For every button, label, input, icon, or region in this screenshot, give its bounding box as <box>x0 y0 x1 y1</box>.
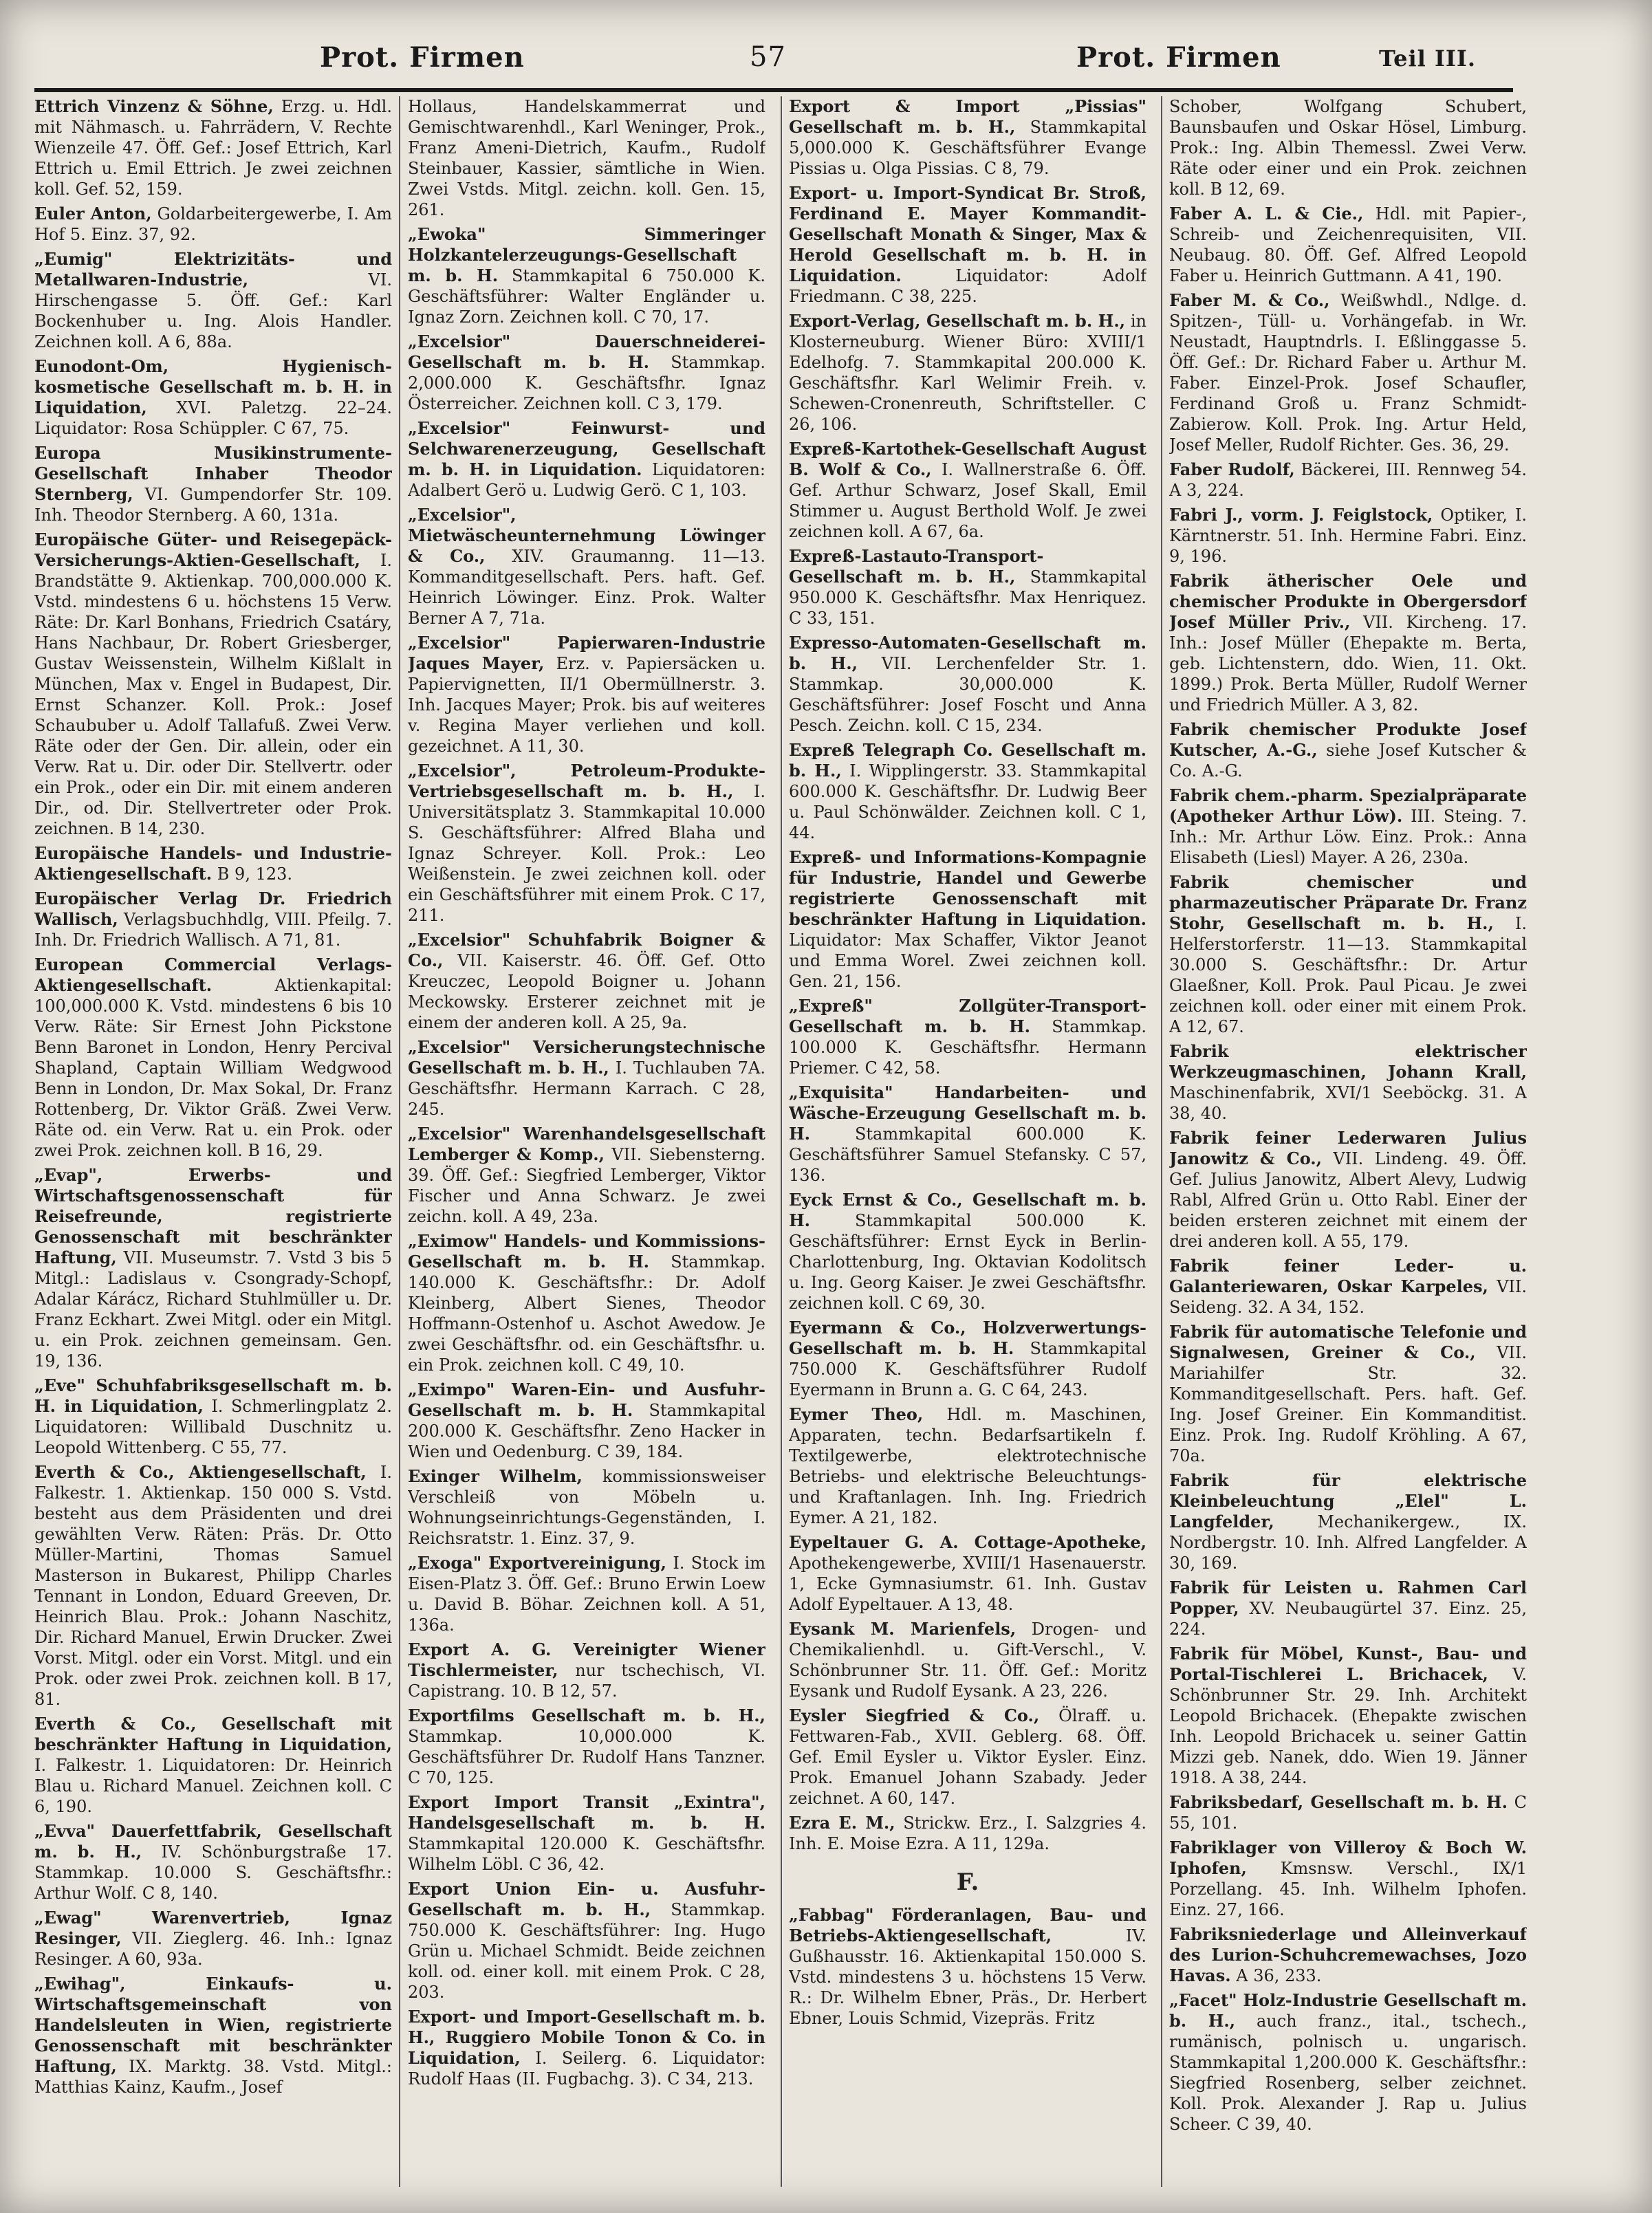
directory-entry <box>1169 1256 1527 1318</box>
directory-entry <box>789 1404 1146 1528</box>
directory-entry <box>1169 1924 1527 1986</box>
firm-name: Fabriksbedarf, Gesellschaft m. b. H. <box>1169 1792 1508 1812</box>
firm-name: „Excelsior" Schuhfabrik Boigner & Co., <box>408 930 765 970</box>
directory-entry <box>1169 872 1527 1037</box>
firm-details: Kmsnsw. Verschl., IX/1 Porzellang. 45. Inh. Wilhelm Iphofen. Einz. 27, 166. <box>1169 1859 1527 1919</box>
firm-details: Stammkapital 200.000 K. Geschäftsfhr. Zeno Hacker in Wien und Oedenburg. C 39, 184. <box>408 1401 765 1461</box>
directory-entry <box>789 996 1146 1078</box>
directory-entry <box>408 505 765 629</box>
directory-entry <box>1169 571 1527 715</box>
directory-entry <box>1169 459 1527 501</box>
firm-name: Eysank M. Marienfels, <box>789 1619 1017 1639</box>
directory-entry <box>789 1082 1146 1186</box>
firm-details: I. Wallnerstraße 6. Öff. Gef. Arthur Schwarz, Josef Skall, Emil Stimmer u. August Berthold Wolf. Je zwei zeichnen koll. A 67, 6a. <box>789 460 1146 541</box>
firm-details: Mechanikergew., IX. Nordbergstr. 10. Inh. Alfred Langfelder. A 30, 169. <box>1169 1512 1527 1573</box>
directory-entry <box>408 1879 765 2003</box>
firm-name: Eyck Ernst & Co., Gesellschaft m. b. H. <box>789 1190 1146 1230</box>
firm-name: Eysler Siegfried & Co., <box>789 1705 1040 1725</box>
directory-entry <box>408 1466 765 1549</box>
directory-entry <box>1169 1838 1527 1920</box>
firm-name: „Exquisita" Handarbeiten- und Wäsche-Erzeugung Gesellschaft m. b. H. <box>789 1082 1146 1144</box>
firm-details: I. Universitätsplatz 3. Stammkapital 10.000 S. Geschäftsführer: Alfred Blaha und Ignaz Schreyer. Koll. Prok.: Leo Weißenstein. Je zwei zeichnen koll. oder ein Geschäftsführer mit einem Prok. C 17, 211. <box>408 782 765 925</box>
directory-entry <box>789 183 1146 307</box>
directory-entry <box>34 1974 392 2097</box>
firm-details: VII. Siebensterng. 39. Öff. Gef.: Siegfried Lemberger, Viktor Fischer und Anna Schwarz. Je zwei zeichn. koll. A 49, 23a. <box>408 1145 765 1226</box>
firm-name: „Ewag" Warenvertrieb, Ignaz Resinger, <box>34 1908 392 1948</box>
firm-details: A 36, 233. <box>1236 1966 1322 1985</box>
directory-entry <box>1169 1990 1527 2135</box>
directory-entry <box>34 96 392 199</box>
directory-entry <box>789 1705 1146 1809</box>
firm-details: VI. Hirschengasse 5. Öff. Gef.: Karl Bockenhuber u. Ing. Alois Handler. Zeichnen koll. A 6, 88a. <box>34 270 392 351</box>
firm-details: Liquidator: Adolf Friedmann. C 38, 225. <box>789 266 1146 306</box>
firm-name: „Fabbag" Förderanlagen, Bau- und Betriebs-Aktiengesellschaft, <box>789 1905 1146 1945</box>
firm-name: Europäische Handels- und Industrie-Aktiengesellschaft. <box>34 843 392 884</box>
firm-name: Fabrik ätherischer Oele und chemischer Produkte in Obergersdorf Josef Müller Priv., <box>1169 571 1527 632</box>
firm-details: Strickw. Erz., I. Salzgries 4. Inh. E. Moise Ezra. A 11, 129a. <box>789 1813 1146 1853</box>
directory-entry <box>1169 505 1527 567</box>
firm-details: Hdl. m. Maschinen, Apparaten, techn. Bedarfsartikeln f. Textilgewerbe, elektrotechnische Betriebs- und elektrische Beleuchtungs- und Kraftanlagen. Inh. Ing. Friedrich Eymer. A 21, 182. <box>789 1405 1146 1527</box>
header-rule <box>34 88 1513 92</box>
firm-name: Faber A. L. & Cie., <box>1169 204 1364 224</box>
directory-entry <box>1169 204 1527 286</box>
firm-details: I. Tuchlauben 7A. Geschäftsfhr. Hermann Karrach. C 28, 245. <box>408 1058 765 1119</box>
firm-name: Export A. G. Vereinigter Wiener Tischlermeister, <box>408 1639 765 1680</box>
firm-details: B 9, 123. <box>217 864 293 884</box>
firm-details: VII. Museumstr. 7. Vstd 3 bis 5 Mitgl.: Ladislaus v. Csongrady-Schopf, Adalar Kárácz, Richard Stuhlmüller u. Dr. Franz Eckhart. Zwei Mitgl. oder ein Mitgl. u. ein Prok. zeichnen gemeinsam. Gen. 19, 136. <box>34 1248 392 1371</box>
directory-entry <box>408 331 765 414</box>
firm-details: V. Schönbrunner Str. 29. Inh. Architekt Leopold Brichacek. (Ehepakte zwischen Inh. Leopold Brichacek u. seiner Gattin Mizzi geb. Nanek, ddo. Wien 19. Jänner 1918. A 38, 244. <box>1169 1665 1527 1787</box>
firm-name: Everth & Co., Aktiengesellschaft, <box>34 1462 367 1482</box>
firm-details: Ölraff. u. Fettwaren-Fab., XVII. Geblerg. 68. Öff. Gef. Emil Eysler u. Viktor Eysler. Einz. Prok. Emanuel Johann Szabady. Jeder zeichnet. A 60, 147. <box>789 1706 1146 1808</box>
directory-entry <box>34 356 392 439</box>
directory-entry <box>789 1813 1146 1854</box>
directory-entry <box>789 633 1146 736</box>
firm-details: Stammkapital 950.000 K. Geschäftsfhr. Max Henriquez. C 33, 151. <box>789 567 1146 628</box>
firm-name: Faber Rudolf, <box>1169 459 1295 479</box>
directory-entry <box>408 1553 765 1635</box>
running-title-right: Prot. Firmen <box>1076 41 1281 74</box>
directory-entry <box>408 1380 765 1462</box>
firm-name: Fabri J., vorm. J. Feiglstock, <box>1169 505 1433 525</box>
firm-details: III. Steing. 7. Inh.: Mr. Arthur Löw. Einz. Prok.: Anna Elisabeth (Liesl) Mayer. A 26, 230a. <box>1169 807 1527 867</box>
directory-entry <box>34 843 392 884</box>
firm-details: I. Schmerlingplatz 2. Liquidatoren: Willibald Duschnitz u. Leopold Wittenberg. C 55, 77. <box>34 1397 392 1457</box>
firm-details: VII. Seideng. 32. A 34, 152. <box>1169 1277 1527 1317</box>
firm-details: Stammkapital 500.000 K. Geschäftsführer: Ernst Eyck in Berlin-Charlottenburg, Ing. Oktavian Kodolitsch u. Ing. Georg Kaiser. Je zwei Geschäftsfhr. zeichnen koll. C 69, 30. <box>789 1211 1146 1313</box>
column-4 <box>1169 96 1527 2187</box>
directory-entry <box>408 1792 765 1875</box>
firm-details: nur tschechisch, VI. Capistrang. 10. B 12, 57. <box>408 1661 765 1701</box>
page-number: 57 <box>750 41 786 73</box>
directory-entry <box>1169 1041 1527 1124</box>
firm-details: Verlagsbuchhdlg, VIII. Pfeilg. 7. Inh. Dr. Friedrich Wallisch. A 71, 81. <box>34 910 392 950</box>
firm-details: Apothekengewerbe, XVIII/1 Hasenauerstr. 1, Ecke Gymnasiumstr. 61. Inh. Gustav Adolf Eypeltauer. A 13, 48. <box>789 1554 1146 1614</box>
firm-details: C 55, 101. <box>1169 1793 1527 1833</box>
firm-name: Faber M. & Co., <box>1169 290 1330 310</box>
firm-details: VII. Kircheng. 17. Inh.: Josef Müller (Ehepakte m. Berta, geb. Lichtenstern, ddo. Wien, 11. Okt. 1899.) Prok. Berta Müller, Rudolf Werner und Friedrich Müller. A 3, 82. <box>1169 613 1527 715</box>
directory-entry <box>34 204 392 245</box>
directory-entry <box>408 1705 765 1788</box>
directory-entry <box>1169 1644 1527 1788</box>
firm-name: Export- und Import-Gesellschaft m. b. H., Ruggiero Mobile Tonon & Co. in Liquidation, <box>408 2007 765 2068</box>
column-divider <box>1161 96 1162 2187</box>
firm-details: siehe Josef Kutscher & Co. A.-G. <box>1169 741 1527 781</box>
firm-name: Expreß-Lastauto-Transport-Gesellschaft m. b. H., <box>789 546 1044 587</box>
firm-name: „Facet" Holz-Industrie Gesellschaft m. b. H., <box>1169 1990 1527 2031</box>
directory-entry <box>1169 1792 1527 1833</box>
firm-name: Fabrik für automatische Telefonie und Signalwesen, Greiner & Co., <box>1169 1322 1527 1362</box>
firm-details: Drogen- und Chemikalienhdl. u. Gift-Verschl., V. Schönbrunner Str. 11. Öff. Gef.: Moritz Eysank und Rudolf Eysank. A 23, 226. <box>789 1620 1146 1701</box>
firm-details: Stammkapital 6 750.000 K. Geschäftsführer: Walter Engländer u. Ignaz Zorn. Zeichnen koll. C 70, 17. <box>408 266 765 327</box>
firm-details: I. Falkestr. 1. Aktienkap. 150 000 S. Vstd. besteht aus dem Präsidenten und drei gewählten Verw. Räten: Präs. Dr. Otto Müller-Martini, Thomas Samuel Masterson in Bukarest, Philipp Charles Tennant in London, Eduard Greeven, Dr. Heinrich Blau. Prok.: Johann Naschitz, Dir. Richard Manuel, Erwin Drucker. Zwei Vorst. Mitgl. oder ein Vorst. Mitgl. und ein Prok. oder zwei Prok. zeichnen koll. B 17, 81. <box>34 1463 392 1709</box>
directory-entry <box>1169 785 1527 868</box>
directory-entry <box>789 1532 1146 1615</box>
firm-name: Fabrik chemischer und pharmazeutischer Präparate Dr. Franz Stohr, Gesellschaft m. b. H., <box>1169 872 1527 933</box>
firm-details: Weißwhdl., Ndlge. d. Spitzen-, Tüll- u. Vorhängefab. in Wr. Neustadt, Hauptndrls. I. Eßlinggasse 5. Öff. Gef.: Dr. Richard Faber u. Arthur M. Faber. Einzel-Prok. Josef Schaufler, Ferdinand Groß u. Franz Schmidt-Zabierow. Koll. Prok. Ing. Artur Held, Josef Meller, Rudolf Richter. Ges. 36, 29. <box>1169 291 1527 455</box>
firm-details: Stammkapital 120.000 K. Geschäftsfhr. Wilhelm Löbl. C 36, 42. <box>408 1834 765 1874</box>
directory-entry <box>789 1190 1146 1313</box>
directory-entry <box>789 1619 1146 1701</box>
firm-name: Everth & Co., Gesellschaft mit beschränkter Haftung in Liquidation, <box>34 1714 392 1754</box>
directory-entry <box>34 249 392 352</box>
firm-name: Eyermann & Co., Holzverwertungs-Gesellschaft m. b. H. <box>789 1318 1146 1358</box>
firm-name: „Excelsior" Papierwaren-Industrie Jaques Mayer, <box>408 633 765 673</box>
firm-details: VII. Lerchenfelder Str. 1. Stammkap. 30,000.000 K. Geschäftsführer: Josef Foscht und Anna Pesch. Zeichn. koll. C 15, 234. <box>789 654 1146 735</box>
directory-entry <box>1169 290 1527 455</box>
directory-entry <box>408 1639 765 1701</box>
directory-entry <box>1169 96 1527 199</box>
directory-entry <box>789 1318 1146 1400</box>
firm-name: „Expreß" Zollgüter-Transport-Gesellschaft m. b. H. <box>789 996 1146 1036</box>
firm-name: Export Import Transit „Exintra", Handelsgesellschaft m. b. H. <box>408 1792 765 1833</box>
firm-name: „Excelsior" Warenhandelsgesellschaft Lemberger & Komp., <box>408 1124 765 1164</box>
firm-details: Stammkapital 750.000 K. Geschäftsführer Rudolf Eyermann in Brunn a. G. C 64, 243. <box>789 1339 1146 1399</box>
directory-entry <box>408 224 765 327</box>
firm-name: Eunodont-Om, Hygienisch-kosmetische Gesellschaft m. b. H. in Liquidation, <box>34 356 392 417</box>
firm-name: Europa Musikinstrumente-Gesellschaft Inhaber Theodor Sternberg, <box>34 443 392 504</box>
firm-name: „Excelsior" Dauerschneiderei-Gesellschaft m. b. H. <box>408 331 765 372</box>
firm-details: XIV. Graumanng. 11—13. Kommanditgesellschaft. Pers. haft. Gef. Heinrich Löwinger. Einz. Prok. Walter Berner A 7, 71a. <box>408 547 765 628</box>
firm-name: „Excelsior" Versicherungstechnische Gesellschaft m. b. H., <box>408 1037 765 1078</box>
firm-details: I. Seilerg. 6. Liquidator: Rudolf Haas (II. Fugbachg. 3). C 34, 213. <box>408 2049 765 2089</box>
directory-entry <box>408 1037 765 1120</box>
directory-entry <box>1169 1128 1527 1252</box>
firm-details: I. Stock im Eisen-Platz 3. Öff. Gef.: Bruno Erwin Loew u. David B. Böhar. Zeichnen koll. A 51, 136a. <box>408 1554 765 1635</box>
directory-entry <box>789 439 1146 542</box>
directory-entry <box>789 740 1146 843</box>
directory-entry <box>408 1231 765 1375</box>
directory-entry <box>408 2007 765 2089</box>
firm-name: „Exoga" Exportvereinigung, <box>408 1553 667 1573</box>
firm-details: Bäckerei, III. Rennweg 54. A 3, 224. <box>1169 460 1527 500</box>
firm-details: IV. Gußhausstr. 16. Aktienkapital 150.000 S. Vstd. mindestens 3 u. höchstens 15 Verw. R.: Dr. Wilhelm Ebner, Präs., Dr. Herbert Ebner, Louis Schmid, Vizepräs. Fritz <box>789 1926 1146 2028</box>
directory-entry <box>1169 719 1527 781</box>
firm-name: Export & Import „Pissias" Gesellschaft m. b. H., <box>789 96 1146 137</box>
firm-details: Hdl. mit Papier-, Schreib- und Zeichenrequisiten, VII. Neubaug. 80. Öff. Gef. Alfred Leopold Faber u. Heinrich Guttmann. A 41, 190. <box>1169 204 1527 285</box>
firm-name: Export- u. Import-Syndicat Br. Stroß, Ferdinand E. Mayer Kommandit-Gesellschaft Monath & Singer, Max & Herold Gesellschaft m. b. H. in Liquidation. <box>789 183 1146 285</box>
firm-name: Europäischer Verlag Dr. Friedrich Wallisch, <box>34 889 392 929</box>
firm-name: Fabrik elektrischer Werkzeugmaschinen, Johann Krall, <box>1169 1041 1527 1082</box>
column-divider <box>781 96 782 2187</box>
directory-entry <box>34 889 392 950</box>
firm-name: European Commercial Verlags-Aktiengesellschaft. <box>34 955 392 995</box>
firm-name: Expreß-Kartothek-Gesellschaft August B. Wolf & Co., <box>789 439 1146 479</box>
firm-name: Expreß- und Informations-Kompagnie für Industrie, Handel und Gewerbe registrierte Genossenschaft mit beschränkter Haftung in Liquidation. <box>789 847 1146 929</box>
firm-details: Erzg. u. Hdl. mit Nähmasch. u. Fahrrädern, V. Rechte Wienzeile 47. Öff. Gef.: Josef Ettrich, Karl Ettrich u. Emil Ettrich. Je zwei zeichnen koll. Gef. 52, 159. <box>34 97 392 199</box>
firm-name: Expresso-Automaten-Gesellschaft m. b. H., <box>789 633 1146 673</box>
firm-details: Maschinenfabrik, XVI/1 Seeböckg. 31. A 38, 40. <box>1169 1083 1527 1123</box>
firm-details: XVI. Paletzg. 22–24. Liquidator: Rosa Schüppler. C 67, 75. <box>34 398 392 438</box>
firm-details: Erz. v. Papiersäcken u. Papiervignetten, II/1 Obermüllnerstr. 3. Inh. Jacques Mayer; Prok. bis auf weiteres v. Regina Mayer verliehen und koll. gezeichnet. A 11, 30. <box>408 654 765 756</box>
firm-name: Euler Anton, <box>34 204 152 224</box>
firm-details: IV. Schönburgstraße 17. Stammkap. 10.000 S. Geschäftsfhr.: Arthur Wolf. C 8, 140. <box>34 1842 392 1903</box>
firm-name: „Evva" Dauerfettfabrik, Gesellschaft m. b. H., <box>34 1821 392 1862</box>
firm-name: Fabrik für Leisten u. Rahmen Carl Popper, <box>1169 1578 1527 1618</box>
firm-name: „Excelsior", Mietwäscheunternehmung Löwinger & Co., <box>408 505 765 566</box>
firm-name: Ezra E. M., <box>789 1813 895 1833</box>
page-header <box>34 41 1513 83</box>
directory-entry <box>1169 1578 1527 1639</box>
firm-details: Stammkapital 600.000 K. Geschäftsführer Samuel Stefansky. C 57, 136. <box>789 1124 1146 1185</box>
directory-entry <box>408 418 765 501</box>
firm-name: Fabrik feiner Lederwaren Julius Janowitz & Co., <box>1169 1128 1527 1168</box>
firm-details: VII. Kaiserstr. 46. Öff. Gef. Otto Kreuczec, Leopold Boigner u. Johann Meckowsky. Ersterer zeichnet mit je einem der anderen koll. A 25, 9a. <box>408 951 765 1032</box>
firm-name: Export Union Ein- u. Ausfuhr-Gesellschaft m. b. H., <box>408 1879 765 1919</box>
directory-entry <box>789 96 1146 179</box>
column-2 <box>408 96 765 2187</box>
directory-entry <box>789 311 1146 435</box>
directory-entry <box>1169 1322 1527 1466</box>
firm-details: I. Wipplingerstr. 33. Stammkapital 600.000 K. Geschäftsfhr. Dr. Ludwig Beer u. Paul Schönwälder. Zeichnen koll. C 1, 44. <box>789 761 1146 842</box>
directory-entry <box>408 633 765 756</box>
firm-details: VII. Mariahilfer Str. 32. Kommanditgesellschaft. Pers. haft. Gef. Ing. Josef Greiner. Ein Kommanditist. Einz. Prok. Ing. Rudolf Kröhling. A 67, 70a. <box>1169 1343 1527 1465</box>
text-columns <box>34 96 1527 2194</box>
firm-name: Fabriksniederlage und Alleinverkauf des Lurion-Schuhcremewachses, Jozo Havas. <box>1169 1924 1527 1985</box>
firm-details: XV. Neubaugürtel 37. Einz. 25, 224. <box>1169 1599 1527 1639</box>
firm-name: Ettrich Vinzenz & Söhne, <box>34 96 274 116</box>
firm-details: Stammkap. 140.000 K. Geschäftsfhr.: Dr. Adolf Kleinberg, Albert Sienes, Theodor Hoffmann-Ostenhof u. Aschot Awedow. Je zwei Geschäftsfhr. od. ein Geschäftsfhr. u. ein Prok. zeichnen koll. C 49, 10. <box>408 1252 765 1375</box>
directory-entry <box>408 96 765 220</box>
firm-details: VII. Lindeng. 49. Öff. Gef. Julius Janowitz, Albert Alevy, Ludwig Rabl, Alfred Grün u. Otto Rabl. Einer der beiden ersteren zeichnet mit einem der drei anderen koll. A 55, 179. <box>1169 1149 1527 1251</box>
section-letter: F. <box>956 1868 979 1896</box>
firm-name: Export-Verlag, Gesellschaft m. b. H., <box>789 311 1126 331</box>
firm-details: Optiker, I. Kärntnerstr. 51. Inh. Hermine Fabri. Einz. 9, 196. <box>1169 505 1527 566</box>
directory-entry <box>1169 1470 1527 1573</box>
firm-name: Fabrik für elektrische Kleinbeleuchtung „Elel" L. Langfelder, <box>1169 1470 1527 1531</box>
column-3 <box>789 96 1146 2187</box>
directory-entry <box>34 1908 392 1970</box>
firm-details: Hollaus, Handelskammerrat und Gemischtwarenhdl., Karl Weninger, Prok., Franz Ameni-Dietrich, Kaufm., Rudolf Steinbauer, Kassier, sämtliche in Wien. Zwei Vstds. Mitgl. zeichn. koll. Gen. 15, 261. <box>408 97 765 219</box>
firm-details: I. Helferstorferstr. 11—13. Stammkapital 30.000 S. Geschäftsfhr.: Dr. Artur Glaeßner, Koll. Prok. Paul Picau. Je zwei zeichnen koll. oder einer mit einem Prok. A 12, 67. <box>1169 914 1527 1036</box>
directory-entry <box>34 1714 392 1817</box>
firm-details: Stammkap. 100.000 K. Geschäftsfhr. Hermann Priemer. C 42, 58. <box>789 1017 1146 1078</box>
directory-entry <box>789 847 1146 992</box>
firm-details: auch franz., ital., tschech., rumänisch, polnisch u. ungarisch. Stammkapital 1,200.000 K. Geschäftsfhr.: Siegfried Rosenberg, selber zeichnet. Koll. Prok. Alexander J. Rap u. Julius Scheer. C 39, 40. <box>1169 2012 1527 2134</box>
firm-name: „Excelsior", Petroleum-Produkte-Vertriebsgesellschaft m. b. H., <box>408 761 765 801</box>
firm-name: „Eve" Schuhfabriksgesellschaft m. b. H. in Liquidation, <box>34 1375 392 1416</box>
firm-details: Stammkap. 2,000.000 K. Geschäftsfhr. Ignaz Österreicher. Zeichnen koll. C 3, 179. <box>408 353 765 413</box>
directory-entry <box>789 546 1146 629</box>
firm-name: Eypeltauer G. A. Cottage-Apotheke, <box>789 1532 1146 1552</box>
directory-entry <box>408 930 765 1033</box>
firm-name: „Eximow" Handels- und Kommissions-Gesellschaft m. b. H. <box>408 1231 765 1272</box>
firm-name: „Evap", Erwerbs- und Wirtschaftsgenossenschaft für Reisefreunde, registrierte Genossenschaft mit beschränkter Haftung, <box>34 1165 392 1267</box>
firm-name: „Eximpo" Waren-Ein- und Ausfuhr-Gesellschaft m. b. H. <box>408 1380 765 1420</box>
directory-entry <box>34 1462 392 1710</box>
firm-name: Fabrik chemischer Produkte Josef Kutscher, A.-G., <box>1169 719 1527 760</box>
firm-details: Liquidatoren: Adalbert Gerö u. Ludwig Gerö. C 1, 103. <box>408 460 765 500</box>
firm-name: Expreß Telegraph Co. Gesellschaft m. b. H., <box>789 740 1146 781</box>
firm-name: „Excelsior" Feinwurst- und Selchwarenerzeugung, Gesellschaft m. b. H. in Liquidation. <box>408 418 765 479</box>
firm-name: Fabrik feiner Leder- u. Galanteriewaren, Oskar Karpeles, <box>1169 1256 1527 1296</box>
firm-name: Europäische Güter- und Reisegepäck-Versicherungs-Aktien-Gesellschaft, <box>34 530 392 570</box>
column-divider <box>399 96 400 2187</box>
directory-entry <box>408 761 765 926</box>
firm-details: in Klosterneuburg. Wiener Büro: XVIII/1 Edelhofg. 7. Stammkapital 200.000 K. Geschäftsfhr. Karl Welimir Freih. v. Schewen-Cronenreuth, Schriftsteller. C 26, 106. <box>789 312 1146 434</box>
firm-details: Liquidator: Max Schaffer, Viktor Jeanot und Emma Worel. Zwei zeichnen koll. Gen. 21, 156. <box>789 930 1146 991</box>
directory-entry <box>34 530 392 839</box>
firm-details: VI. Gumpendorfer Str. 109. Inh. Theodor Sternberg. A 60, 131a. <box>34 485 392 525</box>
firm-details: Aktienkapital: 100,000.000 K. Vstd. mindestens 6 bis 10 Verw. Räte: Sir Ernest John Pickstone Benn Baronet in London, Henry Percival Shapland, Captain William Wedgwood Benn in London, Dr. Max Sokal, Dr. Franz Rottenberg, Dr. Viktor Gräß. Zwei Verw. Räte od. ein Verw. Rat u. ein Prok. oder zwei Prok. zeichnen koll. B 16, 29. <box>34 976 392 1160</box>
directory-entry <box>789 1905 1146 2029</box>
firm-details: VII. Zieglerg. 46. Inh.: Ignaz Resinger. A 60, 93a. <box>34 1929 392 1969</box>
firm-name: „Ewoka" Simmeringer Holzkantelerzeugungs-Gesellschaft m. b. H. <box>408 224 765 285</box>
firm-name: „Eumig" Elektrizitäts- und Metallwaren-Industrie, <box>34 249 392 290</box>
firm-details: Goldarbeitergewerbe, I. Am Hof 5. Einz. 37, 92. <box>34 204 392 244</box>
firm-details: IX. Marktg. 38. Vstd. Mitgl.: Matthias Kainz, Kaufm., Josef <box>34 2057 392 2097</box>
firm-name: Fabrik chem.-pharm. Spezialpräparate (Apotheker Arthur Löw). <box>1169 785 1527 826</box>
firm-name: „Ewihag", Einkaufs- u. Wirtschaftsgemeinschaft von Handelsleuten in Wien, registrierte Genossenschaft mit beschränkter Haftung, <box>34 1974 392 2076</box>
firm-name: Fabrik für Möbel, Kunst-, Bau- und Portal-Tischlerei L. Brichacek, <box>1169 1644 1527 1684</box>
firm-details: Schober, Wolfgang Schubert, Baunsbaufen und Oskar Hösel, Limburg. Prok.: Ing. Albin Themessl. Zwei Verw. Räte oder einer und ein Prok. zeichnen koll. B 12, 69. <box>1169 97 1527 199</box>
firm-details: I. Falkestr. 1. Liquidatoren: Dr. Heinrich Blau u. Richard Manuel. Zeichnen koll. C 6, 190. <box>34 1756 392 1816</box>
column-1 <box>34 96 392 2187</box>
firm-details: Stammkap. 750.000 K. Geschäftsführer: Ing. Hugo Grün u. Michael Schmidt. Beide zeichnen koll. od. einer koll. mit einem Prok. C 28, 203. <box>408 1900 765 2002</box>
directory-entry <box>34 1165 392 1371</box>
part-label: Teil III. <box>1379 45 1476 72</box>
firm-name: Exinger Wilhelm, <box>408 1466 583 1486</box>
firm-details: Stammkapital 5,000.000 K. Geschäftsführer Evange Pissias u. Olga Pissias. C 8, 79. <box>789 118 1146 178</box>
firm-name: Fabriklager von Villeroy & Boch W. Iphofen, <box>1169 1838 1527 1878</box>
directory-entry <box>34 443 392 525</box>
directory-entry <box>34 955 392 1161</box>
firm-details: Stammkap. 10,000.000 K. Geschäftsführer Dr. Rudolf Hans Tanzner. C 70, 125. <box>408 1727 765 1787</box>
firm-details: I. Brandstätte 9. Aktienkap. 700,000.000 K. Vstd. mindestens 6 u. höchstens 15 Verw. Räte: Dr. Karl Bonhans, Friedrich Csatáry, Hans Nachbaur, Dr. Robert Griesberger, Gustav Weissenstein, Wilhelm Kißlalt in München, Max v. Engel in Budapest, Dir. Ernst Schanzer. Koll. Prok.: Josef Schaububer u. Adolf Tallafuß. Zwei Verw. Räte oder der Gen. Dir. allein, oder ein Verw. Rat u. Dir. oder Dir. Stellvertr. oder ein Prok., oder ein Dir. mit einem anderen Dir., od. Dir. Stellvertreter oder Prok. zeichnen. B 14, 230. <box>34 551 392 838</box>
firm-name: Eymer Theo, <box>789 1404 924 1424</box>
directory-entry <box>34 1375 392 1458</box>
directory-entry <box>34 1821 392 1904</box>
running-title-left: Prot. Firmen <box>320 41 525 74</box>
firm-name: Exportfilms Gesellschaft m. b. H., <box>408 1705 765 1725</box>
directory-entry <box>408 1124 765 1227</box>
firm-details: kommissionsweiser Verschleiß von Möbeln u. Wohnungseinrichtungs-Gegenständen, I. Reichsratstr. 1. Einz. 37, 9. <box>408 1467 765 1548</box>
